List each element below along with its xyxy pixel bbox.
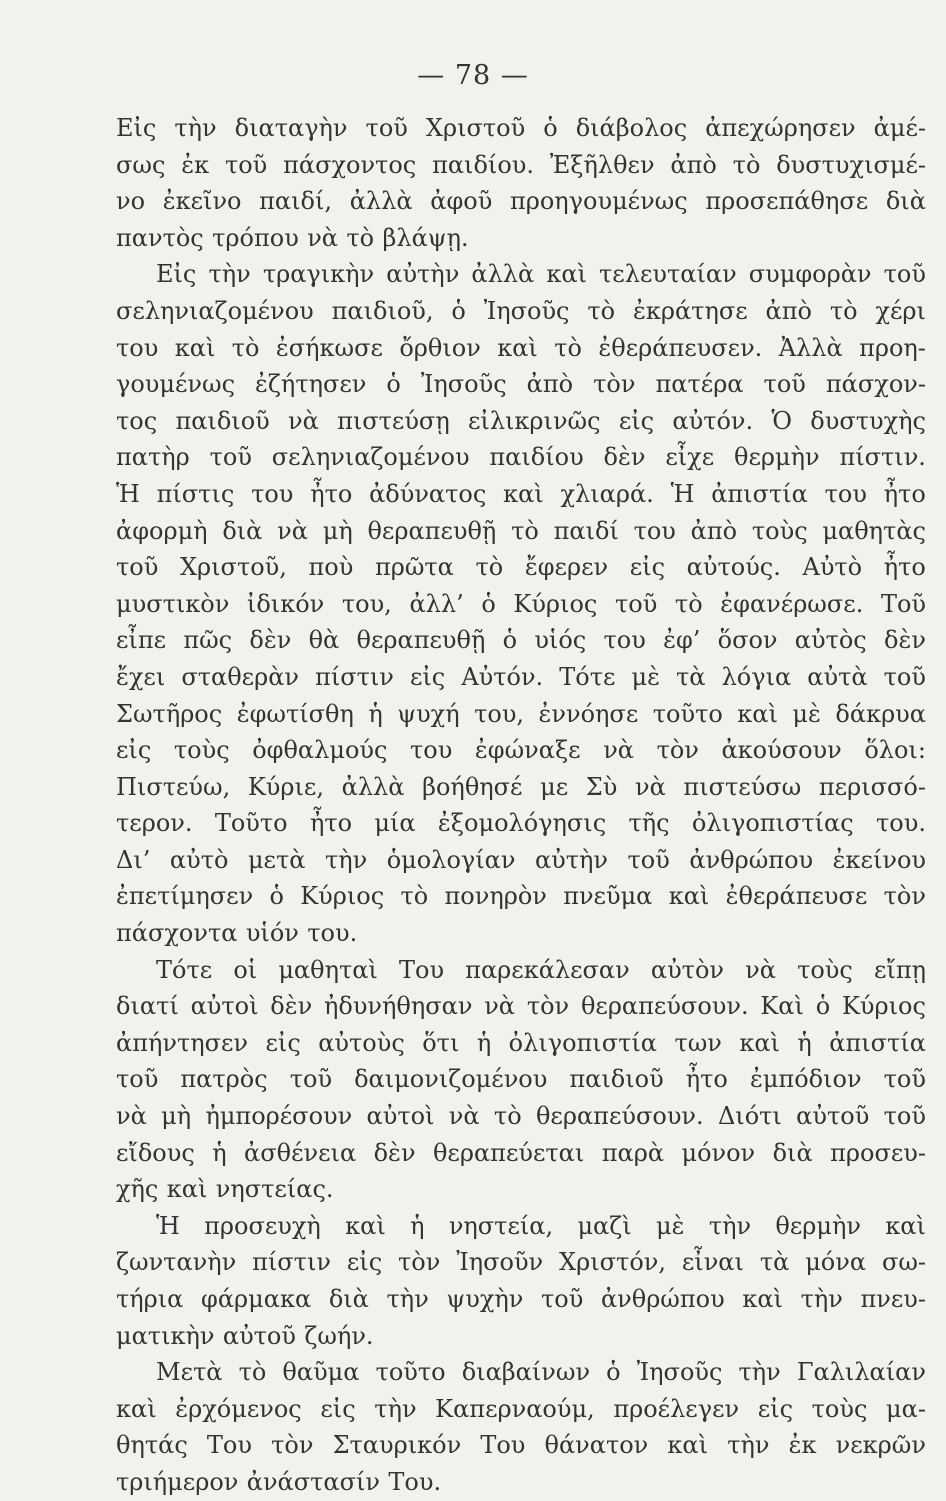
- text-line: ἀπήντησεν εἰς αὐτοὺς ὅτι ἡ ὀλιγοπιστία των καὶ ἡ ἀπιστία: [116, 1028, 926, 1057]
- text-line: τοῦ Χριστοῦ, ποὺ πρῶτα τὸ ἔφερεν εἰς αὐτούς. Αὐτὸ ἦτο: [116, 553, 926, 582]
- text-line: ζωντανὴν πίστιν εἰς τὸν Ἰησοῦν Χριστόν, εἶναι τὰ μόνα σω-: [116, 1248, 926, 1277]
- text-line: Μετὰ τὸ θαῦμα τοῦτο διαβαίνων ὁ Ἰησοῦς τὴν Γαλιλαίαν: [156, 1358, 926, 1387]
- text-line: του καὶ τὸ ἐσήκωσε ὄρθιον καὶ τὸ ἐθεράπευσεν. Ἀλλὰ προη-: [116, 333, 926, 362]
- text-line: Σωτῆρος ἐφωτίσθη ἡ ψυχή του, ἐννόησε τοῦτο καὶ μὲ δάκρυα: [116, 699, 926, 728]
- text-line: διατί αὐτοὶ δὲν ἠδυνήθησαν νὰ τὸν θεραπεύσουν. Καὶ ὁ Κύριος: [116, 992, 926, 1021]
- page-number: — 78 —: [417, 60, 529, 91]
- text-line: εἶπε πῶς δὲν θὰ θεραπευθῇ ὁ υἱός του ἐφ’ ὅσον αὐτὸς δὲν: [116, 626, 926, 655]
- text-line: παντὸς τρόπου νὰ τὸ βλάψῃ.: [116, 223, 469, 252]
- text-line: εἴδους ἡ ἀσθένεια δὲν θεραπεύεται παρὰ μόνον διὰ προσευ-: [116, 1138, 926, 1167]
- text-line: Τότε οἱ μαθηταὶ Του παρεκάλεσαν αὐτὸν νὰ τοὺς εἴπῃ: [156, 955, 926, 984]
- text-line: ἀφορμὴ διὰ νὰ μὴ θεραπευθῇ τὸ παιδί του ἀπὸ τοὺς μαθητὰς: [116, 516, 926, 545]
- text-line: τερον. Τοῦτο ἦτο μία ἐξομολόγησις τῆς ὀλιγοπιστίας του.: [116, 809, 926, 838]
- text-line: πάσχοντα υἱόν του.: [116, 919, 358, 948]
- text-line: σεληνιαζομένου παιδιοῦ, ὁ Ἰησοῦς τὸ ἐκράτησε ἀπὸ τὸ χέρι: [116, 296, 926, 325]
- text-line: νο ἐκεῖνο παιδί, ἀλλὰ ἀφοῦ προηγουμένως προσεπάθησε διὰ: [116, 187, 926, 216]
- text-line: γουμένως ἐζήτησεν ὁ Ἰησοῦς ἀπὸ τὸν πατέρα τοῦ πάσχον-: [116, 370, 926, 399]
- text-line: Ἡ προσευχὴ καὶ ἡ νηστεία, μαζὶ μὲ τὴν θερμὴν καὶ: [156, 1211, 926, 1240]
- text-line: σως ἐκ τοῦ πάσχοντος παιδίου. Ἐξῆλθεν ἀπὸ τὸ δυστυχισμέ-: [116, 150, 926, 179]
- text-line: τοῦ πατρὸς τοῦ δαιμονιζομένου παιδιοῦ ἦτο ἐμπόδιον τοῦ: [116, 1065, 926, 1094]
- body-text: [116, 110, 926, 1501]
- text-line: τριήμερον ἀνάστασίν Του.: [116, 1467, 442, 1496]
- text-line: Πιστεύω, Κύριε, ἀλλὰ βοήθησέ με Σὺ νὰ πιστεύσω περισσό-: [116, 772, 926, 801]
- text-line: Εἰς τὴν τραγικὴν αὐτὴν ἀλλὰ καὶ τελευταίαν συμφορὰν τοῦ: [156, 260, 926, 289]
- text-line: χῆς καὶ νηστείας.: [116, 1175, 334, 1204]
- text-line: ματικὴν αὐτοῦ ζωήν.: [116, 1321, 374, 1350]
- text-line: νὰ μὴ ἠμπορέσουν αὐτοὶ νὰ τὸ θεραπεύσουν. Διότι αὐτοῦ τοῦ: [116, 1102, 926, 1131]
- text-line: ἐπετίμησεν ὁ Κύριος τὸ πονηρὸν πνεῦμα καὶ ἐθεράπευσε τὸν: [116, 882, 926, 911]
- text-line: μυστικὸν ἰδικόν του, ἀλλ’ ὁ Κύριος τοῦ τὸ ἐφανέρωσε. Τοῦ: [116, 589, 926, 618]
- text-line: τήρια φάρμακα διὰ τὴν ψυχὴν τοῦ ἀνθρώπου καὶ τὴν πνευ-: [116, 1285, 926, 1313]
- text-line: θητάς Του τὸν Σταυρικόν Του θάνατον καὶ τὴν ἐκ νεκρῶν: [116, 1431, 926, 1460]
- text-line: Δι’ αὐτὸ μετὰ τὴν ὁμολογίαν αὐτὴν τοῦ ἀνθρώπου ἐκείνου: [116, 845, 926, 874]
- text-line: πατὴρ τοῦ σεληνιαζομένου παιδίου δὲν εἶχε θερμὴν πίστιν.: [116, 443, 926, 472]
- text-line: καὶ ἐρχόμενος εἰς τὴν Καπερναούμ, προέλεγεν εἰς τοὺς μα-: [116, 1394, 926, 1423]
- text-line: Εἰς τὴν διαταγὴν τοῦ Χριστοῦ ὁ διάβολος ἀπεχώρησεν ἀμέ-: [116, 114, 926, 142]
- text-line: τος παιδιοῦ νὰ πιστεύσῃ εἰλικρινῶς εἰς αὐτόν. Ὁ δυστυχὴς: [116, 406, 926, 435]
- text-line: Ἡ πίστις του ἦτο ἀδύνατος καὶ χλιαρά. Ἡ ἀπιστία του ἦτο: [116, 479, 926, 508]
- text-line: εἰς τοὺς ὀφθαλμούς του ἐφώναξε νὰ τὸν ἀκούσουν ὅλοι:: [116, 736, 926, 765]
- text-line: ἔχει σταθερὰν πίστιν εἰς Αὐτόν. Τότε μὲ τὰ λόγια αὐτὰ τοῦ: [116, 662, 926, 691]
